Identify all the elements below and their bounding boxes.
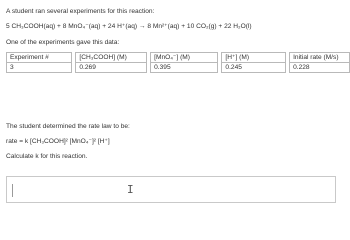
answer-input[interactable] — [6, 176, 336, 203]
table-header-row — [7, 53, 350, 63]
cell-h: 0.245 — [222, 63, 285, 73]
reaction-equation: 5 CH₃COOH(aq) + 8 MnO₄⁻(aq) + 24 H⁺(aq) → 8 Mn²⁺(aq) + 10 CO₂(g) + 22 H₂O(l) — [6, 23, 252, 30]
cell-mno4: 0.395 — [151, 63, 218, 73]
text-caret — [12, 184, 13, 197]
i-beam-cursor-icon: I — [127, 183, 134, 196]
rate-law-equation: rate = k [CH₃COOH]² [MnO₄⁻]² [H⁺] — [6, 138, 110, 145]
calculate-prompt: Calculate k for this reaction. — [6, 153, 88, 160]
header-ch3cooh: [CH₃COOH] (M) — [76, 53, 146, 63]
cell-ch3cooh: 0.269 — [76, 63, 146, 73]
rate-law-intro: The student determined the rate law to be: — [6, 123, 130, 130]
experiment-data-table — [6, 52, 350, 73]
header-h: [H⁺] (M) — [222, 53, 285, 63]
table-row — [7, 63, 350, 73]
cell-experiment: 3 — [7, 63, 72, 73]
cell-initial-rate: 0.228 — [290, 63, 350, 73]
header-initial-rate: Initial rate (M/s) — [290, 53, 350, 63]
data-intro-text: One of the experiments gave this data: — [6, 39, 120, 46]
header-mno4: [MnO₄⁻] (M) — [151, 53, 218, 63]
header-experiment: Experiment # — [7, 53, 72, 63]
intro-text: A student ran several experiments for this reaction: — [6, 8, 155, 15]
